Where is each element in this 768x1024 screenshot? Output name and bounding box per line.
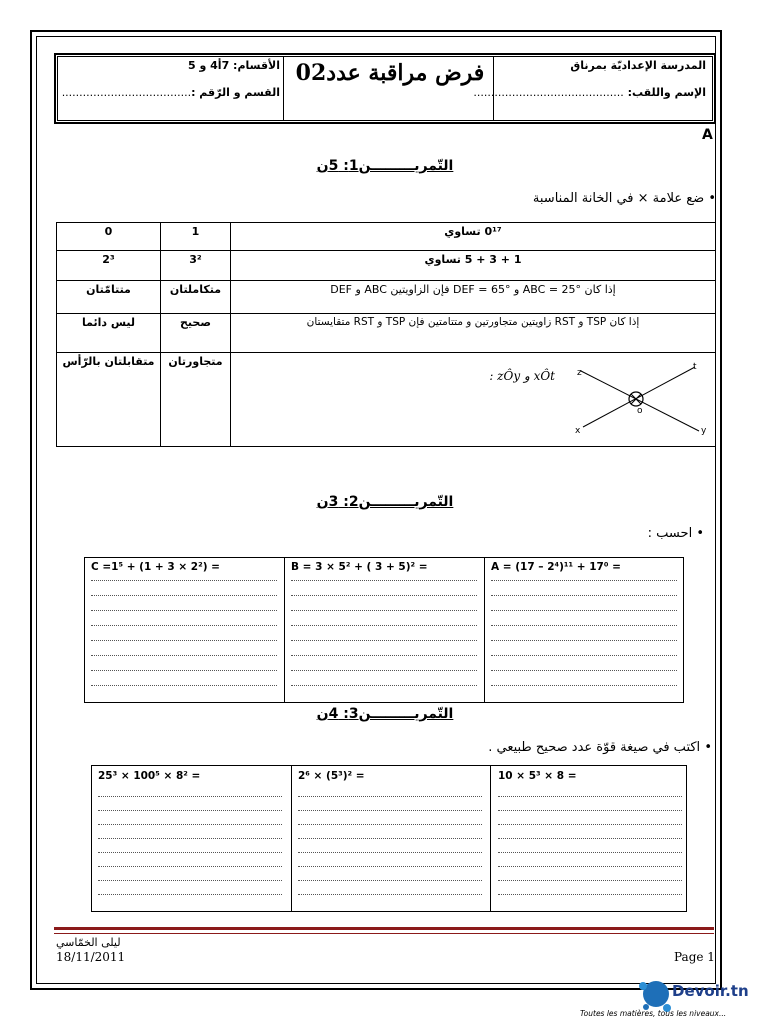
table-row	[57, 281, 716, 314]
name-label	[473, 86, 706, 99]
bullet: •	[696, 526, 704, 541]
answer-line[interactable]	[298, 824, 482, 825]
answer-line[interactable]	[298, 866, 482, 867]
answer-line[interactable]	[491, 610, 677, 611]
answer-cell[interactable]: متجاورتان	[161, 353, 231, 447]
brand-name: Devoir.tn	[672, 982, 749, 1000]
answer-line[interactable]	[291, 595, 477, 596]
answer-cell[interactable]: 2³	[57, 251, 161, 281]
exercise-1-instruction	[533, 191, 716, 206]
section-label	[62, 86, 280, 99]
exercise-3-grid	[91, 765, 687, 912]
statement-cell: إذا كان TSP و RST زاويتين متجاورتين و متتامتين فإن TSP و RST متقايستان	[231, 314, 716, 353]
column-divider	[484, 558, 485, 702]
answer-line[interactable]	[298, 894, 482, 895]
answer-cell[interactable]: متكاملتان	[161, 281, 231, 314]
statement-cell-figure	[231, 353, 716, 447]
answer-line[interactable]	[91, 640, 277, 641]
answer-line[interactable]	[498, 824, 682, 825]
answer-cell[interactable]: متتامّتان	[57, 281, 161, 314]
answer-line[interactable]	[91, 595, 277, 596]
answer-line[interactable]	[498, 880, 682, 881]
answer-line[interactable]	[98, 866, 282, 867]
brand-slogan: Toutes les matières, tous les niveaux...	[580, 1009, 727, 1018]
exam-title: فرض مراقبة عدد02	[295, 60, 485, 86]
answer-line[interactable]	[291, 670, 477, 671]
author-name: ليلى الخمّاسي	[56, 936, 121, 949]
answer-line[interactable]	[291, 685, 477, 686]
statement-cell: إذا كان ABC = 25° و DEF = 65° فإن الزاويتين ABC و DEF	[231, 281, 716, 314]
statement-cell: 1 + 3 + 5 تساوي	[231, 251, 716, 281]
exercise-1-table	[56, 222, 716, 447]
answer-line[interactable]	[98, 852, 282, 853]
answer-cell[interactable]: 3²	[161, 251, 231, 281]
expression-b: B = 3 × 5² + ( 3 + 5)² =	[291, 561, 428, 573]
answer-line[interactable]	[91, 610, 277, 611]
logo-splash-icon	[634, 974, 674, 1014]
answer-line[interactable]	[291, 640, 477, 641]
expression-c: C =1⁵ + (1 + 3 × 2²) =	[91, 561, 220, 573]
answer-line[interactable]	[91, 625, 277, 626]
answer-line[interactable]	[291, 580, 477, 581]
answer-cell[interactable]: ليس دائما	[57, 314, 161, 353]
column-divider	[291, 766, 292, 911]
exercise-2-grid	[84, 557, 684, 703]
answer-line[interactable]	[91, 670, 277, 671]
column-divider	[284, 558, 285, 702]
exercise-2-title: التّمريـــــــــن2: 3ن	[316, 494, 454, 510]
answer-line[interactable]	[91, 580, 277, 581]
classes-label: الأقسام: 7أ4 و 5	[187, 59, 280, 72]
answer-line[interactable]	[491, 580, 677, 581]
answer-line[interactable]	[291, 625, 477, 626]
angles-figure	[571, 361, 711, 437]
line-z-y	[583, 367, 695, 427]
answer-line[interactable]	[298, 880, 482, 881]
table-row	[57, 353, 716, 447]
expression-3-right: 10 × 5³ × 8 =	[498, 770, 577, 782]
answer-line[interactable]	[298, 810, 482, 811]
answer-line[interactable]	[91, 655, 277, 656]
answer-line[interactable]	[491, 595, 677, 596]
exercise-3-title: التّمريـــــــــن3: 4ن	[316, 706, 454, 722]
version-letter: A	[702, 127, 713, 143]
name-label-text: الإسم واللقب:	[623, 86, 706, 99]
answer-line[interactable]	[491, 640, 677, 641]
label-t: t	[693, 362, 697, 372]
label-x: x	[575, 426, 581, 436]
answer-line[interactable]	[498, 894, 682, 895]
answer-cell[interactable]: متقابلتان بالرّأس	[57, 353, 161, 447]
instruction-text: احسب :	[647, 526, 693, 541]
devoir-logo[interactable]	[580, 972, 768, 1024]
answer-line[interactable]	[98, 810, 282, 811]
answer-line[interactable]	[98, 894, 282, 895]
angle-statement: xÔt و zÔy :	[489, 369, 555, 383]
expression-3-middle: 2⁶ × (5³)² =	[298, 770, 365, 782]
answer-line[interactable]	[98, 824, 282, 825]
exam-date: 18/11/2011	[56, 950, 126, 964]
bullet: •	[708, 191, 716, 206]
column-divider	[490, 766, 491, 911]
name-dots[interactable]: ...........................................	[473, 86, 624, 99]
label-z-top: z	[577, 368, 582, 378]
answer-line[interactable]	[98, 796, 282, 797]
answer-line[interactable]	[498, 838, 682, 839]
answer-line[interactable]	[498, 796, 682, 797]
table-row	[57, 223, 716, 251]
exercise-3-instruction	[488, 740, 712, 755]
answer-line[interactable]	[498, 866, 682, 867]
answer-line[interactable]	[291, 610, 477, 611]
exercise-2-instruction	[648, 526, 704, 541]
answer-cell[interactable]: صحيح	[161, 314, 231, 353]
section-label-text: القسم و الرّقم :	[191, 86, 280, 99]
answer-line[interactable]	[498, 852, 682, 853]
instruction-text: ضع علامة × في الخانة المناسبة	[532, 191, 705, 206]
statement-cell: 0¹⁷ تساوي	[231, 223, 716, 251]
school-name: المدرسة الإعداديّة بمرناق	[570, 59, 706, 72]
label-o: o	[637, 406, 643, 416]
label-y: y	[701, 426, 707, 436]
answer-line[interactable]	[298, 796, 482, 797]
answer-line[interactable]	[298, 852, 482, 853]
answer-line[interactable]	[98, 838, 282, 839]
header-divider	[283, 56, 284, 121]
answer-line[interactable]	[491, 685, 677, 686]
answer-line[interactable]	[491, 670, 677, 671]
answer-line[interactable]	[498, 810, 682, 811]
section-dots[interactable]: .....................................	[61, 86, 192, 99]
line-x-t	[581, 371, 699, 431]
table-row	[57, 251, 716, 281]
table-row	[57, 314, 716, 353]
footer-rule-thin	[54, 933, 714, 934]
bullet: •	[704, 740, 712, 755]
instruction-text: اكتب في صيغة قوّة عدد صحيح طبيعي .	[488, 740, 701, 755]
answer-cell[interactable]: 0	[57, 223, 161, 251]
answer-cell[interactable]: 1	[161, 223, 231, 251]
answer-line[interactable]	[98, 880, 282, 881]
expression-a: A = (17 – 2⁴)¹¹ + 17⁰ =	[491, 561, 621, 573]
expression-3-left: 25³ × 100⁵ × 8² =	[98, 770, 201, 782]
exercise-1-title: التّمريـــــــــن1: 5ن	[316, 158, 454, 174]
answer-line[interactable]	[91, 685, 277, 686]
answer-line[interactable]	[491, 655, 677, 656]
answer-line[interactable]	[291, 655, 477, 656]
answer-line[interactable]	[298, 838, 482, 839]
footer-rule	[54, 927, 714, 930]
answer-line[interactable]	[491, 625, 677, 626]
page-number: Page 1	[674, 950, 715, 964]
